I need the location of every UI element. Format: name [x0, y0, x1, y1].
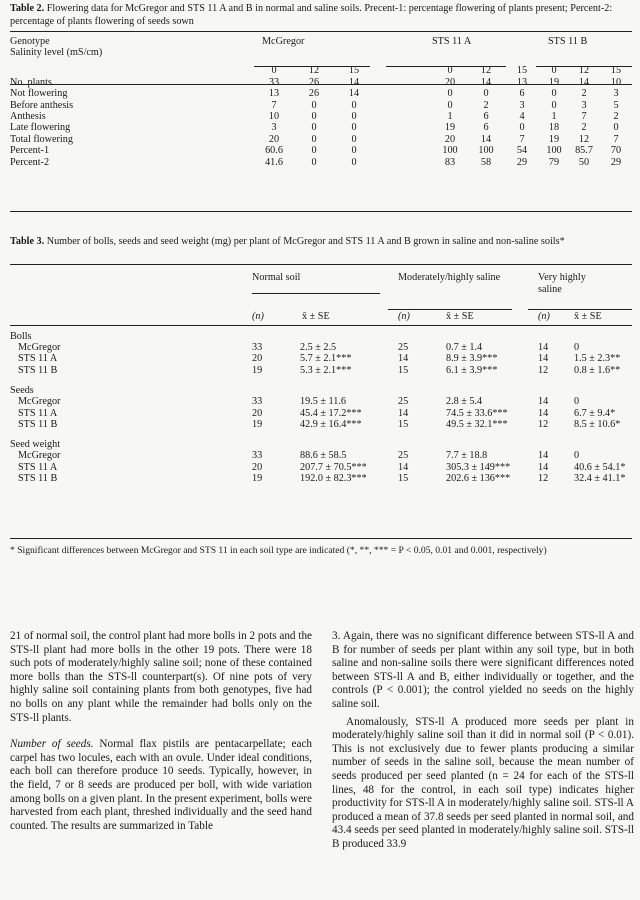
table3-bottom-rule	[10, 538, 632, 539]
table3-n-cell: 14	[538, 407, 549, 419]
table2-row	[10, 122, 632, 133]
table3-n-cell: 19	[252, 473, 263, 485]
table2-row	[10, 88, 632, 99]
table3-mean-cell: 6.7 ± 9.4*	[574, 407, 616, 419]
table2-cell: 70	[610, 145, 622, 157]
table3-row	[10, 408, 632, 419]
table2-cell: 10	[268, 111, 280, 123]
table2-cell: 79	[548, 156, 560, 168]
table3-mean-cell: 0.7 ± 1.4	[446, 342, 483, 353]
table2-cell: 0	[447, 88, 453, 100]
table3-row-label: STS 11 B	[18, 419, 58, 431]
table3-mean-cell: 32.4 ± 41.1*	[574, 473, 626, 485]
table2-row	[10, 100, 632, 111]
table2-cell: 2	[581, 122, 587, 134]
table3-caption-text: Number of bolls, seeds and seed weight (mg) per plant of McGregor and STS 11 A and B grown in saline and non-saline soils*	[46, 236, 565, 247]
table3-mean-cell: 2.5 ± 2.5	[300, 342, 337, 353]
table3-n-cell: 25	[398, 450, 409, 462]
table2-cell: 0	[551, 99, 557, 111]
table3-n-cell: 20	[252, 461, 263, 473]
table2-row	[10, 157, 632, 168]
table2-cell: 0	[613, 122, 619, 134]
table3-n-cell: 19	[252, 419, 263, 431]
table3-row	[10, 353, 632, 364]
table3-mean-cell: 1.5 ± 2.3**	[574, 353, 621, 365]
table2-row	[10, 145, 632, 156]
table3-section-row	[10, 376, 632, 396]
table2-cell: 54	[516, 145, 528, 157]
table2-cell: 10	[610, 76, 622, 88]
table2-row-label: Before anthesis	[10, 99, 74, 111]
table3-head-rule	[10, 325, 632, 326]
left-column	[10, 630, 312, 833]
table3-n-cell: 25	[398, 342, 409, 353]
table3-mean-cell: 207.7 ± 70.5***	[300, 461, 367, 473]
section-heading-number-of-seeds: Number of seeds.	[10, 738, 94, 751]
table3-n-cell: 33	[252, 342, 263, 353]
table2-level: 15	[348, 65, 360, 77]
table3-n-cell: 14	[398, 353, 409, 365]
table2-cell: 0	[551, 88, 557, 100]
table2-cell: 100	[546, 145, 562, 157]
table2-cell: 0	[351, 99, 357, 111]
table3-section-title: Seed weight	[10, 439, 61, 451]
table3-n-cell: 33	[252, 396, 263, 408]
table2-row	[10, 134, 632, 145]
table2-cell: 14	[578, 76, 590, 88]
table2-cell: 0	[311, 99, 317, 111]
table3-row-label: McGregor	[18, 342, 61, 353]
left-paragraph-text: Normal flax pistils are pentacarpellate; each carpel has two locules, each with an ovule. Under ideal conditions, each boll can therefore produce 10 seeds. Typically, however, in the field, 7 or 8 seeds are produced per boll, with wide variation among bolls on a given plant. In the present experiment, bolls were harvested from each plant, threshed individually and the seed hand counted. The results are summarized in Table	[10, 738, 313, 832]
table2-cell: 3	[271, 122, 277, 134]
table2-cell: 18	[548, 122, 560, 134]
table3-n-cell: 14	[538, 450, 549, 462]
table2-cell: 83	[444, 156, 456, 168]
left-paragraph	[10, 738, 312, 833]
table3-n-cell: 15	[398, 473, 409, 485]
table2-cell: 26	[308, 76, 320, 88]
table2-cell: 3	[613, 88, 619, 100]
table2-cell: 19	[444, 122, 456, 134]
right-paragraph: Anomalously, STS-ll A produced more seeds per plant in moderately/highly saline soil than it did in normal soil (P < 0.01). This is not exclusively due to fewer plants producing a similar number of seeds in the saline soil, because the mean number of seeds produced per seed planted (n = 24 for each of the STS-ll lines, 48 for the control, in each soil type) indicates higher productivity for STS-ll A in moderately/highly saline soil. STS-ll A produced a mean of 37.8 seeds per seed planted in normal soil, and 43.4 seeds per seed planted in moderately/highly saline soil. STS-ll B produced 33.9	[332, 715, 634, 850]
table3-mean-cell: 192.0 ± 82.3***	[300, 473, 367, 485]
table2-row-label: Percent-1	[10, 145, 50, 157]
table3-row	[10, 462, 632, 473]
table2-cell: 5	[613, 99, 619, 111]
table3-mean-cell: 49.5 ± 32.1***	[446, 419, 508, 431]
table2-cell: 4	[519, 111, 525, 123]
table3-mean-header: x̄ ± SE	[302, 310, 330, 322]
table2-group-mcgregor: McGregor	[262, 36, 305, 47]
table2-cell: 14	[480, 76, 492, 88]
table2-cell: 0	[483, 88, 489, 100]
table3-mean-cell: 305.3 ± 149***	[446, 461, 511, 473]
table2-cell: 50	[578, 156, 590, 168]
table3-n-cell: 25	[398, 396, 409, 408]
table3-row-label: STS 11 B	[18, 364, 58, 376]
table2-header-row	[10, 36, 632, 47]
table3-mean-cell: 7.7 ± 18.8	[446, 450, 488, 462]
table2-bottom-rule	[10, 211, 632, 212]
table2-cell: 60.6	[265, 145, 283, 157]
table2-row-label: Total flowering	[10, 133, 73, 145]
table2-cell: 6	[483, 122, 489, 134]
table3-group-very-high: Very highly saline	[538, 272, 586, 295]
table2-cell: 20	[268, 133, 280, 145]
table3	[10, 270, 632, 485]
table2-level: 0	[271, 65, 277, 77]
table3-row	[10, 450, 632, 461]
table2-group-sts11b: STS 11 B	[548, 36, 588, 47]
table2-cell: 0	[311, 111, 317, 123]
table3-n-cell: 15	[398, 364, 409, 376]
table3-n-cell: 15	[398, 419, 409, 431]
table3-row-label: McGregor	[18, 450, 61, 462]
table3-mean-cell: 2.8 ± 5.4	[446, 396, 483, 408]
table2-cell: 100	[442, 145, 458, 157]
table2-cell: 3	[519, 99, 525, 111]
table3-group-normal: Normal soil	[252, 272, 301, 283]
table2-cell: 85.7	[575, 145, 593, 157]
table2-cell: 12	[578, 133, 590, 145]
table2-cell: 14	[480, 133, 492, 145]
table3-row	[10, 396, 632, 407]
table2-cell: 100	[478, 145, 494, 157]
table2-cell: 1	[447, 111, 453, 123]
table3-mean-cell: 5.7 ± 2.1***	[300, 353, 352, 365]
table2-level: 12	[578, 65, 590, 77]
table2-cell: 33	[268, 76, 280, 88]
table3-group-moderate: Moderately/highly saline	[398, 272, 501, 283]
table2-cell: 20	[444, 133, 456, 145]
table2-head-genotype: Genotype	[10, 36, 50, 47]
table3-row-label: McGregor	[18, 396, 61, 408]
table2-cell: 1	[551, 111, 557, 123]
table2-level: 0	[551, 65, 557, 77]
table3-subheader-row	[10, 300, 632, 322]
table2-cell: 13	[516, 76, 528, 88]
table2-cell: 14	[348, 76, 360, 88]
table3-n-cell: 14	[538, 353, 549, 365]
left-paragraph: 21 of normal soil, the control plant had more bolls in 2 pots and the STS-ll plant had more bolls in the other 19 pots. There were 18 such pots of moderately/highly saline soil; none of these contained more bolls than the STS-ll counterpart(s). Of nine pots of very highly saline soil containing plants from both genotypes, five had no bolls on any plant while the remainder had bolls only on the STS-ll plants.	[10, 630, 312, 724]
table2-cell: 0	[311, 122, 317, 134]
table3-row	[10, 419, 632, 430]
table3-n-cell: 14	[398, 407, 409, 419]
table2-cell: 14	[348, 88, 360, 100]
table2-cell: 29	[516, 156, 528, 168]
table2-level: 12	[308, 65, 320, 77]
table2-cell: 3	[581, 99, 587, 111]
table3-n-cell: 14	[538, 396, 549, 408]
table2-cell: 7	[613, 133, 619, 145]
table3-group-rule	[388, 309, 512, 310]
table3-mean-cell: 42.9 ± 16.4***	[300, 419, 362, 431]
table2	[10, 36, 632, 168]
table3-group-rule	[252, 293, 380, 294]
table3-row	[10, 342, 632, 353]
table2-cell: 19	[548, 133, 560, 145]
table2-row-label: Percent-2	[10, 156, 50, 168]
table2-cell: 19	[548, 76, 560, 88]
table3-section-row	[10, 430, 632, 450]
table2-cell: 2	[613, 111, 619, 123]
table3-mean-cell: 19.5 ± 11.6	[300, 396, 346, 408]
table3-row-label: STS 11 A	[18, 461, 58, 473]
table2-row-label: Not flowering	[10, 88, 68, 100]
table2-level: 15	[610, 65, 622, 77]
table3-mean-cell: 0.8 ± 1.6**	[574, 364, 621, 376]
table2-cell: 7	[271, 99, 277, 111]
table2-cell: 0	[351, 122, 357, 134]
table3-header-row	[10, 270, 632, 300]
table3-n-header: (n)	[398, 310, 410, 322]
table2-cell: 58	[480, 156, 492, 168]
table3-mean-cell: 40.6 ± 54.1*	[574, 461, 626, 473]
table2-cell: 0	[311, 145, 317, 157]
table3-mean-cell: 6.1 ± 3.9***	[446, 364, 498, 376]
table2-cell: 2	[581, 88, 587, 100]
table2-level: 0	[447, 65, 453, 77]
table3-row-label: STS 11 A	[18, 353, 58, 365]
table3-mean-cell: 8.5 ± 10.6*	[574, 419, 621, 431]
table3-group-rule	[528, 309, 632, 310]
table3-n-cell: 14	[538, 342, 549, 353]
table2-row-label: No. plants	[10, 76, 52, 88]
table3-section-title: Seeds	[10, 384, 34, 396]
table3-n-cell: 12	[538, 364, 549, 376]
table3-mean-cell: 88.6 ± 58.5	[300, 450, 347, 462]
table2-cell: 6	[483, 111, 489, 123]
table3-label: Table 3.	[10, 236, 45, 247]
table3-n-cell: 19	[252, 364, 263, 376]
table2-row-label: Late flowering	[10, 122, 71, 134]
right-column	[332, 630, 634, 852]
table2-group-sts11a: STS 11 A	[432, 36, 472, 47]
table2-cell: 0	[351, 133, 357, 145]
table3-n-cell: 20	[252, 407, 263, 419]
table2-levels-row	[10, 59, 632, 77]
table2-cell: 2	[483, 99, 489, 111]
table2-cell: 0	[311, 133, 317, 145]
table3-mean-cell: 8.9 ± 3.9***	[446, 353, 498, 365]
table3-caption	[10, 236, 632, 249]
table2-head-rule	[10, 84, 632, 85]
table3-mean-cell: 74.5 ± 33.6***	[446, 407, 508, 419]
table2-row	[10, 111, 632, 122]
table2-cell: 13	[268, 88, 280, 100]
table3-top-rule	[10, 264, 632, 265]
table2-row	[10, 77, 632, 88]
table2-group-rule	[254, 66, 370, 67]
table2-cell: 0	[351, 111, 357, 123]
table3-n-cell: 33	[252, 450, 263, 462]
table3-n-header: (n)	[252, 310, 264, 322]
table3-n-cell: 14	[538, 461, 549, 473]
table2-cell: 26	[308, 88, 320, 100]
table2-caption-text: Flowering data for McGregor and STS 11 A and B in normal and saline soils. Precent-1: percentage flowering of plants present; Percent-2: percentage of plants flowering of seeds sown	[10, 3, 613, 27]
table3-n-header: (n)	[538, 310, 550, 322]
table3-row-label: STS 11 A	[18, 407, 58, 419]
table2-cell: 0	[311, 156, 317, 168]
table3-n-cell: 12	[538, 473, 549, 485]
table3-n-cell: 20	[252, 353, 263, 365]
table2-cell: 20	[444, 76, 456, 88]
table2-row-label: Anthesis	[10, 111, 46, 123]
table3-row	[10, 473, 632, 484]
table3-section-title: Bolls	[10, 330, 32, 342]
right-paragraph: 3. Again, there was no significant difference between STS-ll A and B for number of seeds per plant within any soil type, but in both saline and non-saline soils there were significant differences noted between STS-ll A and B, either individually or together, and the controls (P < 0.001); the control yielded no seeds on the highly saline soil.	[332, 630, 634, 710]
table2-level: 15	[516, 65, 528, 77]
table2-cell: 0	[351, 145, 357, 157]
table2-cell: 41.6	[265, 156, 283, 168]
table3-mean-cell: 0	[574, 342, 580, 353]
table3-mean-header: x̄ ± SE	[446, 310, 474, 322]
table2-caption	[10, 3, 632, 28]
table2-cell: 6	[519, 88, 525, 100]
table2-group-rule	[386, 66, 506, 67]
table3-n-cell: 14	[398, 461, 409, 473]
table2-cell: 0	[447, 99, 453, 111]
table3-mean-cell: 45.4 ± 17.2***	[300, 407, 362, 419]
table2-cell: 7	[519, 133, 525, 145]
table3-row	[10, 365, 632, 376]
table2-cell: 29	[610, 156, 622, 168]
table3-mean-cell: 0	[574, 396, 580, 408]
table2-label: Table 2.	[10, 3, 45, 14]
table2-header-row	[10, 47, 632, 58]
table3-mean-cell: 202.6 ± 136***	[446, 473, 511, 485]
table2-group-rule	[536, 66, 632, 67]
table3-mean-cell: 5.3 ± 2.1***	[300, 364, 352, 376]
table2-cell: 7	[581, 111, 587, 123]
table2-level: 12	[480, 65, 492, 77]
table3-n-cell: 12	[538, 419, 549, 431]
table2-head-salinity: Salinity level (mS/cm)	[10, 47, 103, 59]
table3-row-label: STS 11 B	[18, 473, 58, 485]
table3-mean-header: x̄ ± SE	[574, 310, 602, 322]
table2-top-rule	[10, 31, 632, 32]
table2-cell: 0	[519, 122, 525, 134]
table2-cell: 0	[351, 156, 357, 168]
table3-footnote: * Significant differences between McGregor and STS 11 in each soil type are indicated (*, **, *** = P < 0.05, 0.01 and 0.001, respectively)	[10, 545, 547, 556]
table3-mean-cell: 0	[574, 450, 580, 462]
